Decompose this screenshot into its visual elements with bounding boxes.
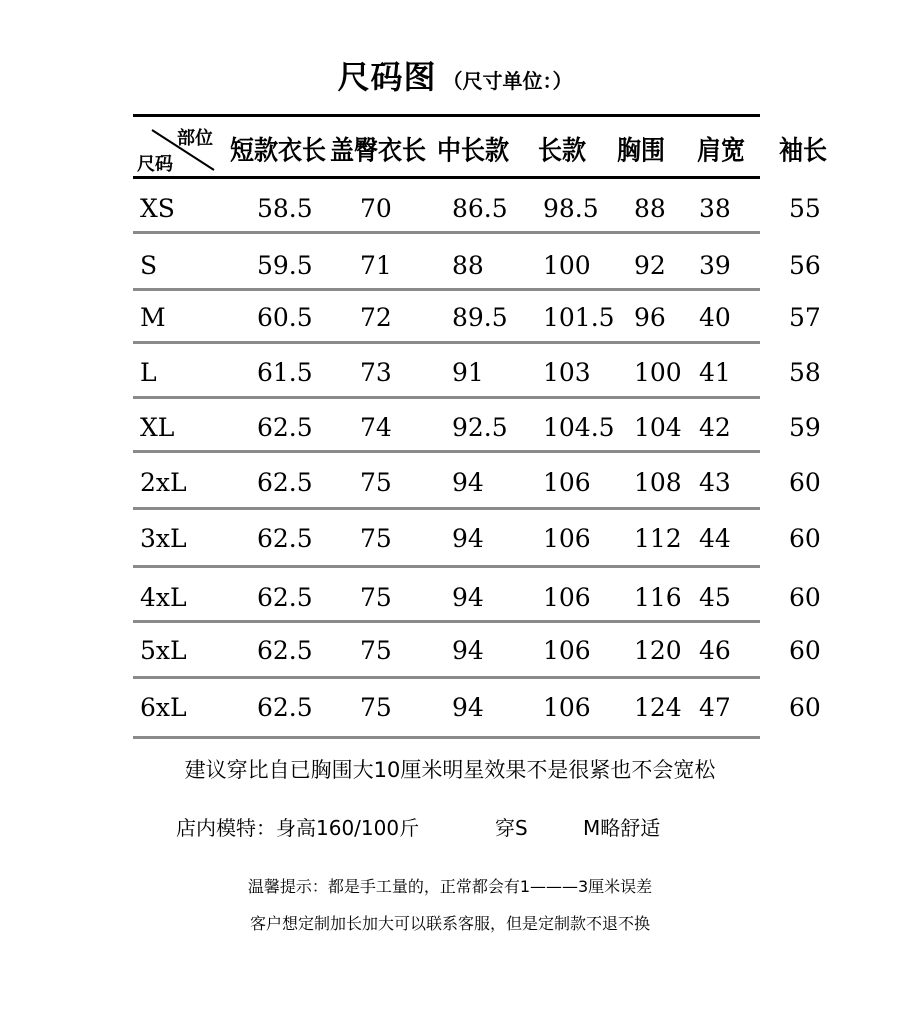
chest-cell: 120: [634, 636, 682, 665]
header-sleeve: 袖长: [779, 133, 827, 167]
size-cell: S: [140, 251, 158, 280]
sleeve-cell: 60: [789, 468, 821, 497]
hip-length-cell: 75: [360, 693, 392, 722]
mid-length-cell: 94: [452, 583, 484, 612]
size-recommendation: 建议穿比自已胸围大10厘米明星效果不是很紧也不会宽松: [184, 758, 716, 782]
chest-cell: 100: [634, 358, 682, 387]
table-top-rule: [133, 114, 760, 117]
mid-length-cell: 91: [452, 358, 484, 387]
long-length-cell: 106: [543, 636, 591, 665]
mid-length-cell: 94: [452, 524, 484, 553]
header-mid-length: 中长款: [437, 133, 509, 167]
header-hip-length: 盖臀衣长: [330, 133, 426, 167]
hip-length-cell: 73: [360, 358, 392, 387]
short-length-cell: 58.5: [257, 194, 313, 223]
sleeve-cell: 58: [789, 358, 821, 387]
shoulder-cell: 40: [699, 303, 731, 332]
short-length-cell: 62.5: [257, 413, 313, 442]
chest-cell: 124: [634, 693, 682, 722]
mid-length-cell: 94: [452, 693, 484, 722]
row-divider: [133, 736, 760, 739]
row-divider: [133, 396, 760, 399]
measurement-reminder: 温馨提示：都是手工量的，正常都会有1———3厘米误差: [247, 877, 653, 896]
table-row: [0, 578, 900, 618]
shoulder-cell: 47: [699, 693, 731, 722]
corner-label-size: 尺码: [137, 154, 173, 175]
row-divider: [133, 565, 760, 568]
long-length-cell: 98.5: [543, 194, 599, 223]
hip-length-cell: 70: [360, 194, 392, 223]
mid-length-cell: 88: [452, 251, 484, 280]
sleeve-cell: 60: [789, 636, 821, 665]
size-cell: 4xL: [140, 583, 187, 612]
row-divider: [133, 676, 760, 679]
mid-length-cell: 92.5: [452, 413, 508, 442]
hip-length-cell: 71: [360, 251, 392, 280]
long-length-cell: 104.5: [543, 413, 615, 442]
sleeve-cell: 60: [789, 693, 821, 722]
corner-label-part: 部位: [177, 128, 213, 149]
short-length-cell: 61.5: [257, 358, 313, 387]
long-length-cell: 106: [543, 693, 591, 722]
hip-length-cell: 75: [360, 636, 392, 665]
long-length-cell: 106: [543, 524, 591, 553]
chest-cell: 88: [634, 194, 666, 223]
chest-cell: 108: [634, 468, 682, 497]
short-length-cell: 62.5: [257, 524, 313, 553]
mid-length-cell: 86.5: [452, 194, 508, 223]
hip-length-cell: 72: [360, 303, 392, 332]
short-length-cell: 62.5: [257, 636, 313, 665]
row-divider: [133, 620, 760, 623]
title-main: 尺码图: [337, 58, 437, 96]
chest-cell: 104: [634, 413, 682, 442]
table-row: [0, 189, 900, 229]
long-length-cell: 103: [543, 358, 591, 387]
sleeve-cell: 57: [789, 303, 821, 332]
header-long-length: 长款: [538, 133, 586, 167]
chest-cell: 112: [634, 524, 682, 553]
size-cell: 2xL: [140, 468, 187, 497]
sleeve-cell: 60: [789, 524, 821, 553]
size-cell: L: [140, 358, 157, 387]
long-length-cell: 100: [543, 251, 591, 280]
chest-cell: 116: [634, 583, 682, 612]
hip-length-cell: 75: [360, 583, 392, 612]
sleeve-cell: 60: [789, 583, 821, 612]
table-header-rule: [133, 176, 760, 179]
size-cell: XS: [140, 194, 175, 223]
long-length-cell: 106: [543, 583, 591, 612]
mid-length-cell: 94: [452, 636, 484, 665]
model-info: 店内模特：身高160/100斤: [176, 816, 420, 840]
sleeve-cell: 56: [789, 251, 821, 280]
title-unit: （尺寸单位：）: [442, 69, 573, 93]
row-divider: [133, 507, 760, 510]
chest-cell: 96: [634, 303, 666, 332]
page-title: [0, 52, 900, 98]
table-row: [0, 631, 900, 671]
table-row: [0, 298, 900, 338]
row-divider: [133, 288, 760, 291]
long-length-cell: 106: [543, 468, 591, 497]
chest-cell: 92: [634, 251, 666, 280]
hip-length-cell: 75: [360, 468, 392, 497]
model-fit-note: M略舒适: [583, 816, 661, 840]
custom-order-note: 客户想定制加长加大可以联系客服，但是定制款不退不换: [249, 914, 650, 933]
sleeve-cell: 55: [789, 194, 821, 223]
shoulder-cell: 44: [699, 524, 731, 553]
table-row: [0, 353, 900, 393]
table-row: [0, 519, 900, 559]
shoulder-cell: 42: [699, 413, 731, 442]
size-cell: 6xL: [140, 693, 187, 722]
table-row: [0, 688, 900, 728]
shoulder-cell: 39: [699, 251, 731, 280]
size-cell: 5xL: [140, 636, 187, 665]
sleeve-cell: 59: [789, 413, 821, 442]
size-cell: M: [140, 303, 166, 332]
shoulder-cell: 46: [699, 636, 731, 665]
table-row: [0, 408, 900, 448]
model-wear-size: 穿S: [495, 816, 528, 840]
hip-length-cell: 74: [360, 413, 392, 442]
mid-length-cell: 94: [452, 468, 484, 497]
header-short-length: 短款衣长: [230, 133, 326, 167]
short-length-cell: 62.5: [257, 583, 313, 612]
long-length-cell: 101.5: [543, 303, 615, 332]
header-chest: 胸围: [617, 133, 665, 167]
row-divider: [133, 231, 760, 234]
short-length-cell: 60.5: [257, 303, 313, 332]
table-row: [0, 463, 900, 503]
row-divider: [133, 341, 760, 344]
row-divider: [133, 450, 760, 453]
table-corner-header: [134, 118, 224, 176]
shoulder-cell: 41: [699, 358, 731, 387]
short-length-cell: 62.5: [257, 693, 313, 722]
size-cell: XL: [140, 413, 175, 442]
size-cell: 3xL: [140, 524, 187, 553]
shoulder-cell: 45: [699, 583, 731, 612]
shoulder-cell: 38: [699, 194, 731, 223]
hip-length-cell: 75: [360, 524, 392, 553]
short-length-cell: 62.5: [257, 468, 313, 497]
short-length-cell: 59.5: [257, 251, 313, 280]
mid-length-cell: 89.5: [452, 303, 508, 332]
shoulder-cell: 43: [699, 468, 731, 497]
table-row: [0, 246, 900, 286]
header-shoulder: 肩宽: [697, 133, 745, 167]
